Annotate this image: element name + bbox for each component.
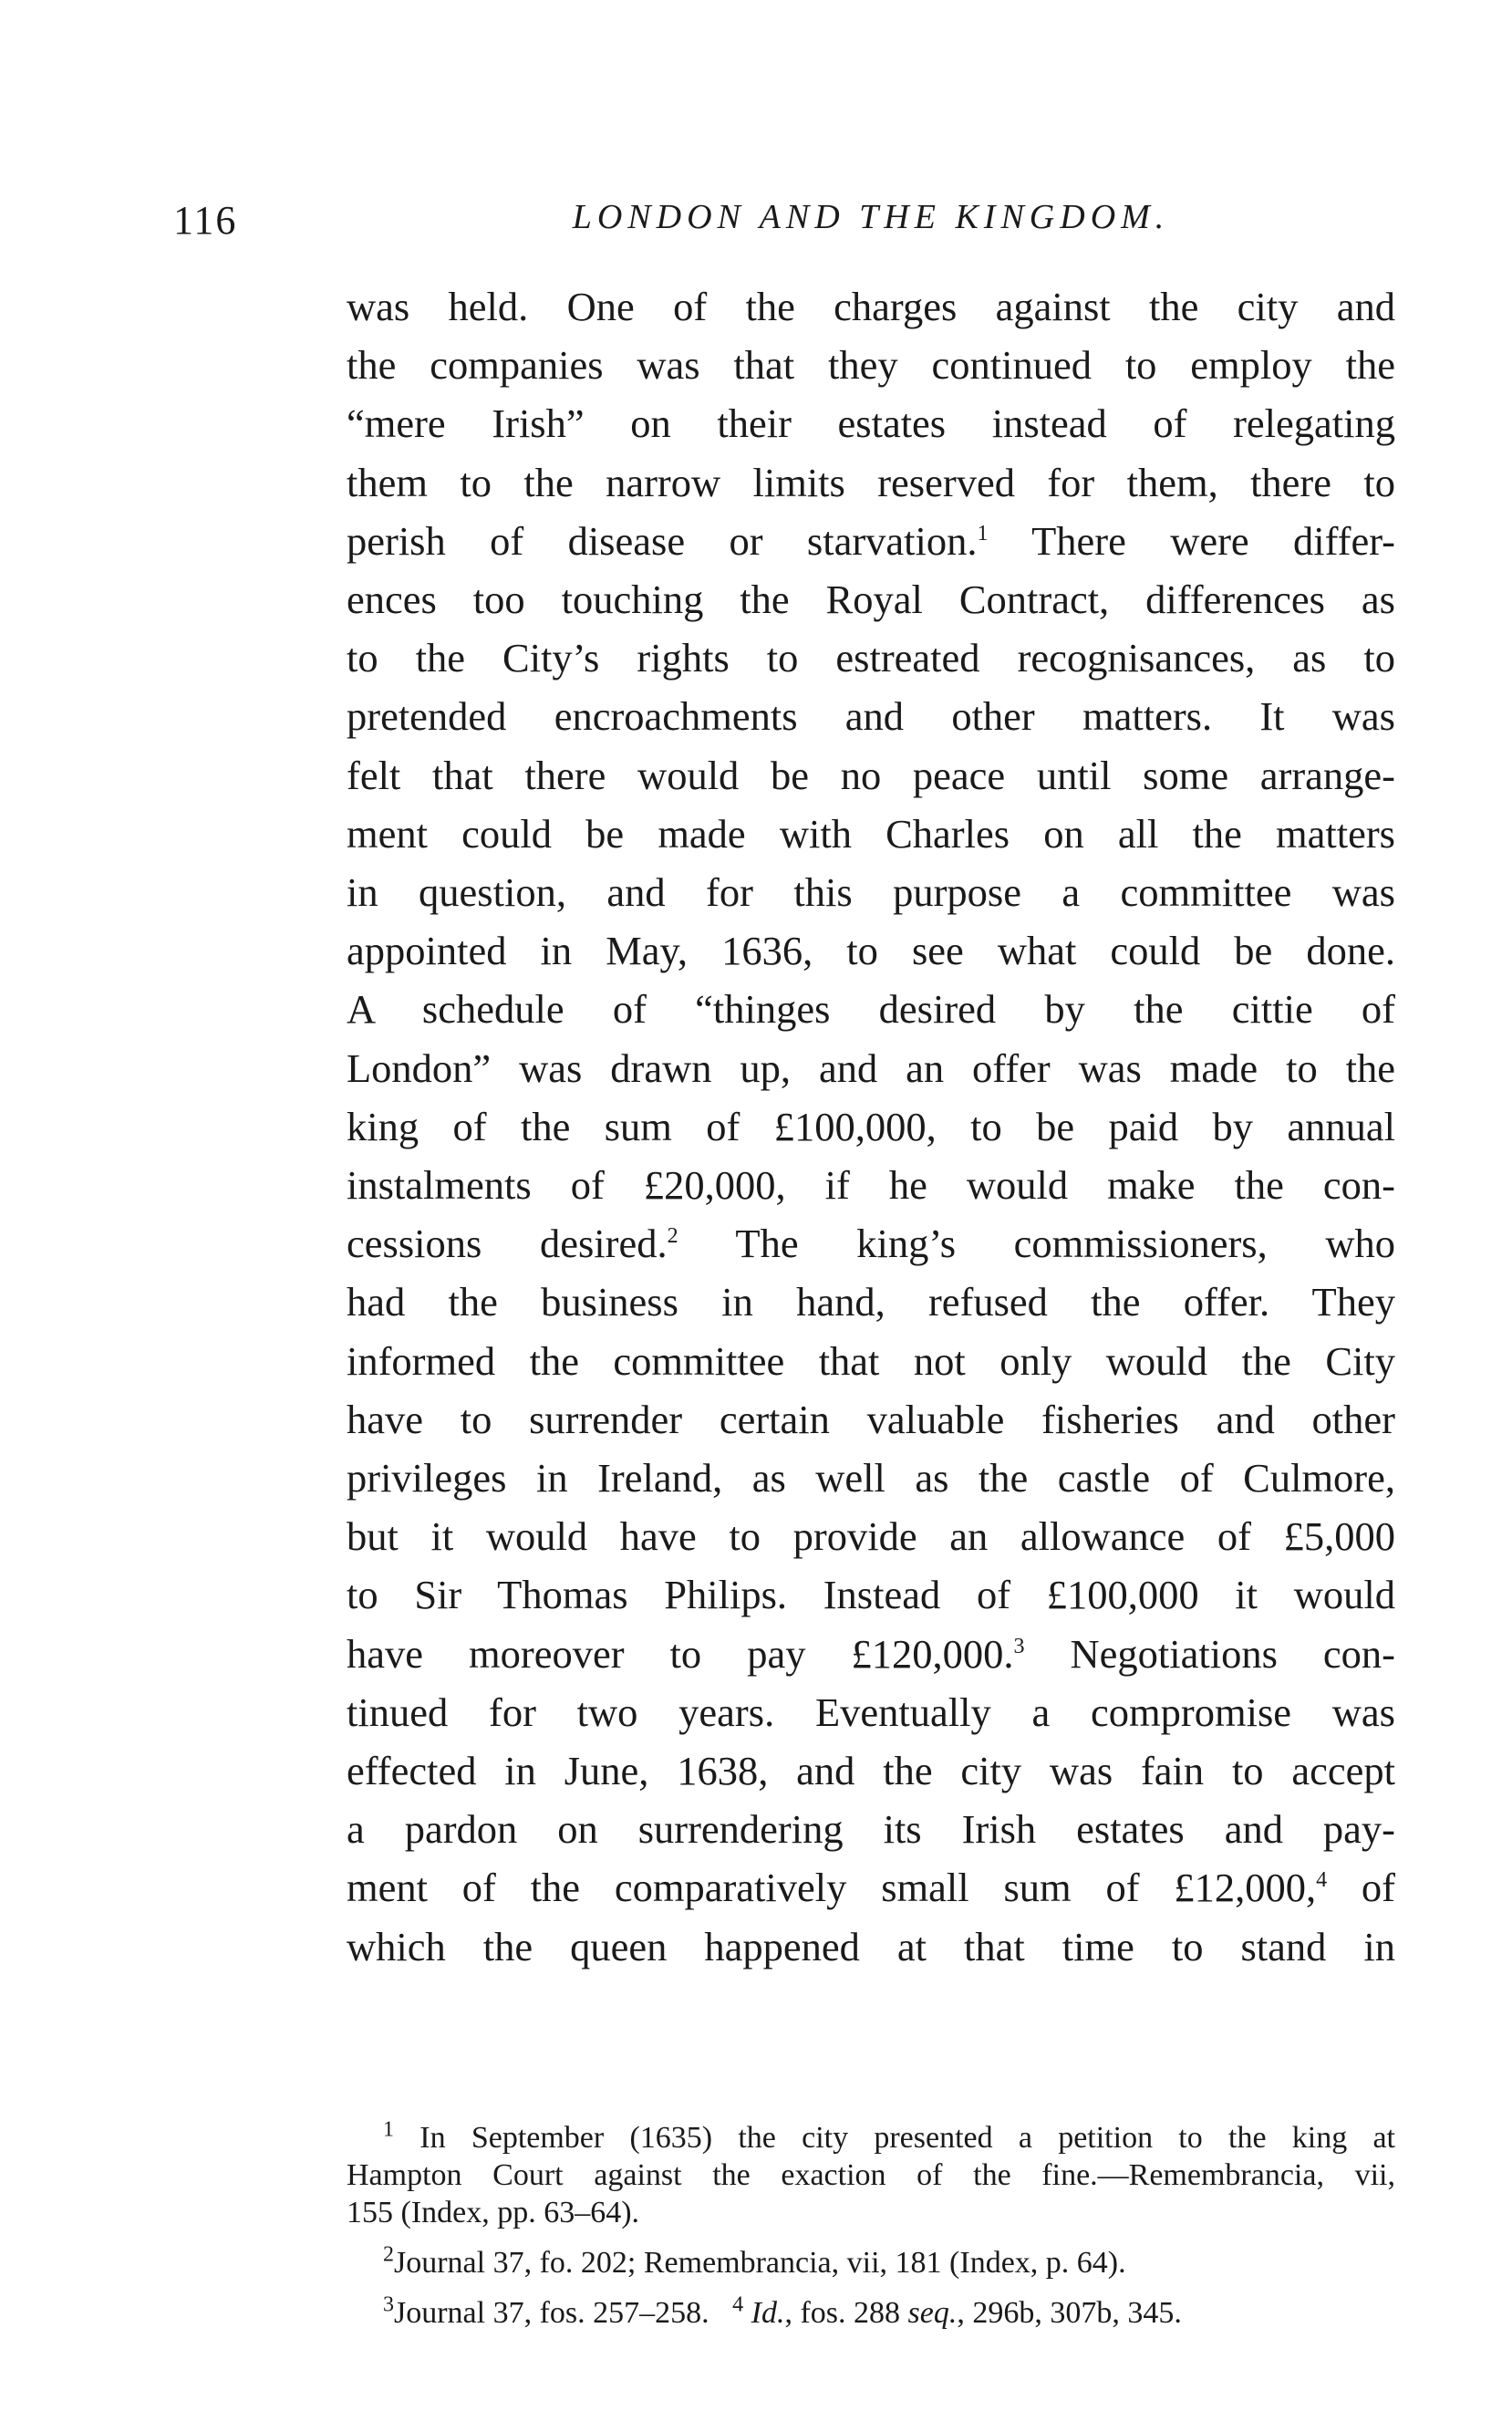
text-line: to the City’s rights to estreated recognisances, as to	[347, 635, 1395, 681]
footnote-2	[347, 2244, 1395, 2281]
text-span: cessions desired.	[347, 1221, 668, 1267]
text-line: felt that there would be no peace until some arrange-	[347, 752, 1395, 798]
footnote-mark: 1	[383, 2117, 394, 2142]
text-line: to Sir Thomas Philips. Instead of £100,000 it would	[347, 1572, 1395, 1618]
text-line: a pardon on surrendering its Irish estates and pay-	[347, 1806, 1395, 1853]
text-line: have to surrender certain valuable fisheries and other	[347, 1396, 1395, 1442]
text-line: king of the sum of £100,000, to be paid by annual	[347, 1103, 1395, 1149]
footnote-ref: 2	[667, 1224, 678, 1249]
text-span: The king’s commissioners, who	[735, 1221, 1395, 1267]
footnotes	[347, 2119, 1395, 2344]
text-line: ment could be made with Charles on all the matters	[347, 810, 1395, 857]
footnote-line: 155 (Index, pp. 63–64).	[347, 2196, 640, 2229]
footnote-1	[347, 2119, 1395, 2231]
text-span: Negotiations con-	[1070, 1630, 1396, 1677]
footnote-text: , 296b, 307b, 345.	[957, 2296, 1182, 2330]
text-line: effected in June, 1638, and the city was fain to accept	[347, 1748, 1395, 1794]
text-line: informed the committee that not only would the City	[347, 1337, 1395, 1384]
text-line: London” was drawn up, and an offer was made to the	[347, 1044, 1395, 1091]
text-span: ment of the comparatively small sum of £12,000,	[347, 1865, 1317, 1911]
text-span: perish of disease or starvation.	[347, 517, 978, 564]
text-line: pretended encroachments and other matters. It was	[347, 693, 1395, 740]
text-line: ences too touching the Royal Contract, differences as	[347, 577, 1395, 623]
footnote-text: Journal 37, fo. 202; Remembrancia, vii, 181 (Index, p. 64).	[394, 2246, 1126, 2280]
text-line	[347, 1625, 1395, 1683]
text-span: of	[1361, 1865, 1395, 1911]
footnote-3-4	[347, 2294, 1395, 2332]
footnote-text: , fos. 288	[784, 2296, 908, 2330]
text-line	[347, 1214, 1395, 1273]
text-line: instalments of £20,000, if he would make the con-	[347, 1162, 1395, 1209]
text-line: which the queen happened at that time to stand in	[347, 1923, 1395, 1969]
footnote-mark: 3	[383, 2292, 394, 2317]
text-line: privileges in Ireland, as well as the castle of Culmore,	[347, 1455, 1395, 1502]
text-line	[347, 1858, 1395, 1917]
footnote-mark: 4	[732, 2292, 744, 2317]
body-text	[347, 277, 1395, 1976]
footnote-text: In September (1635) the city presented a petition to the king at	[419, 2121, 1396, 2155]
text-line: the companies was that they continued to employ the	[347, 342, 1395, 389]
text-line: them to the narrow limits reserved for them, there to	[347, 459, 1395, 505]
running-head: LONDON AND THE KINGDOM.	[572, 198, 1170, 236]
footnote-ref: 4	[1316, 1868, 1328, 1893]
text-line: but it would have to provide an allowance of £5,000	[347, 1513, 1395, 1560]
text-line: appointed in May, 1636, to see what could be done.	[347, 928, 1395, 974]
footnote-line	[347, 2294, 1395, 2332]
text-line	[347, 512, 1395, 570]
footnote-ref: 3	[1013, 1634, 1025, 1658]
text-line: in question, and for this purpose a committee was	[347, 869, 1395, 916]
footnote-line	[347, 2244, 1395, 2281]
page-number: 116	[173, 198, 238, 243]
text-span: have moreover to pay £120,000.	[347, 1630, 1014, 1677]
text-span: There were differ-	[1031, 517, 1395, 564]
text-line: was held. One of the charges against the city and	[347, 284, 1395, 329]
footnote-line: Hampton Court against the exaction of the fine.—Remembrancia, vii,	[347, 2158, 1395, 2192]
text-line: had the business in hand, refused the offer. They	[347, 1279, 1395, 1325]
footnote-ref: 1	[977, 521, 989, 546]
footnote-italic: seq.	[907, 2296, 958, 2330]
footnote-text: Journal 37, fos. 257–258.	[394, 2296, 709, 2330]
footnote-line	[347, 2119, 1395, 2156]
text-line: “mere Irish” on their estates instead of relegating	[347, 400, 1395, 447]
text-line: tinued for two years. Eventually a compromise was	[347, 1689, 1395, 1735]
footnote-italic: Id.	[751, 2296, 785, 2330]
footnote-mark: 2	[383, 2242, 394, 2267]
text-line: A schedule of “thinges desired by the cittie of	[347, 986, 1395, 1033]
